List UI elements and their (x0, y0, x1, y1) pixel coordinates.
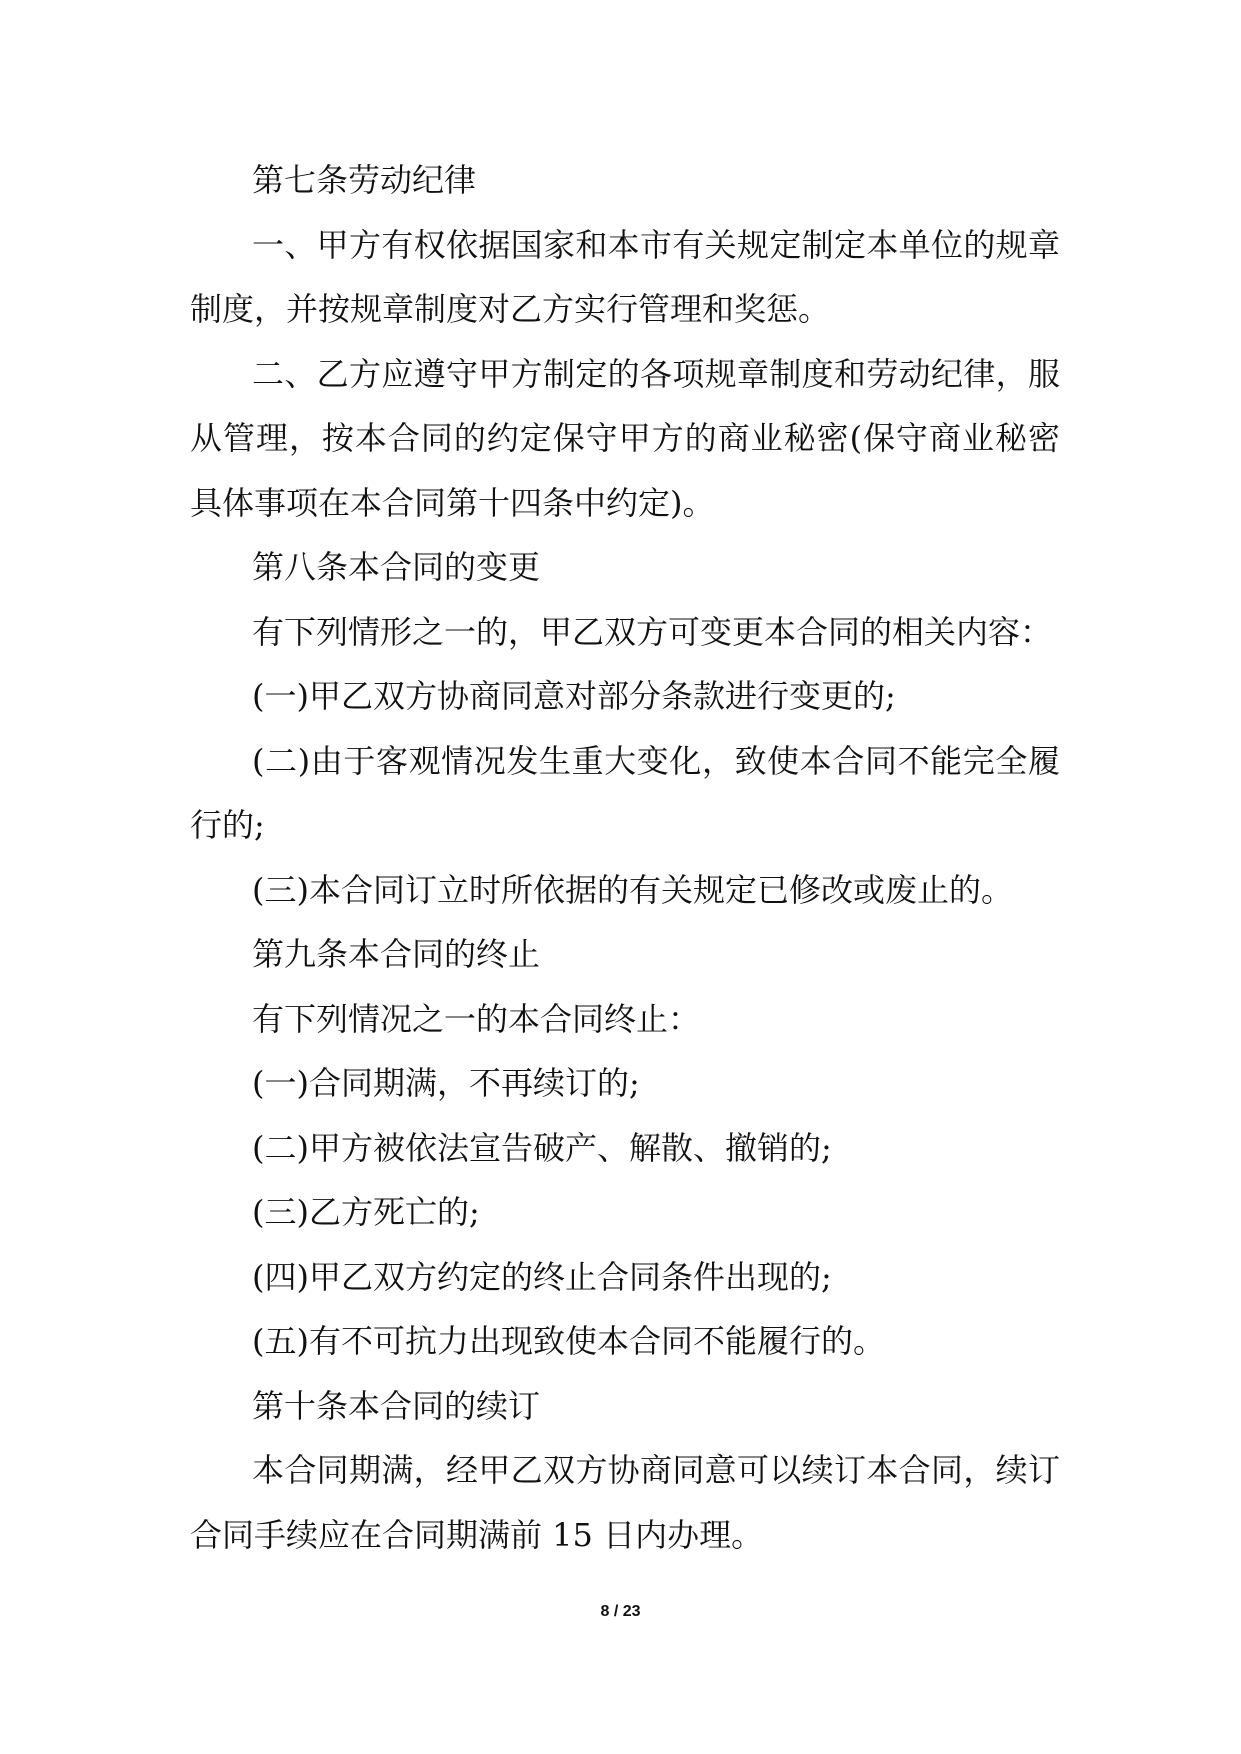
article-8-heading: 第八条本合同的变更 (252, 548, 541, 586)
article-7-clause-1: 一、甲方有权依据国家和本市有关规定制定本单位的规章制度，并按规章制度对乙方实行管理和奖惩。 (190, 225, 1060, 328)
page-number: 8 / 23 (600, 1603, 641, 1620)
article-8-intro: 有下列情形之一的，甲乙双方可变更本合同的相关内容： (252, 612, 1053, 651)
article-9-item-3: (三)乙方死亡的; (252, 1193, 480, 1231)
article-10-body: 本合同期满，经甲乙双方协商同意可以续订本合同，续订合同手续应在合同期满前 15 日内办理。 (190, 1451, 1060, 1554)
article-7-clause-2: 二、乙方应遵守甲方制定的各项规章制度和劳动纪律，服从管理，按本合同的约定保守甲方的商业秘密(保守商业秘密具体事项在本合同第十四条中约定)。 (190, 354, 1060, 522)
article-8-item-3: (三)本合同订立时所依据的有关规定已修改或废止的。 (252, 870, 1013, 909)
document-body (190, 148, 1060, 1567)
article-9-item-4: (四)甲乙双方约定的终止合同条件出现的; (252, 1257, 832, 1296)
article-7-heading: 第七条劳动纪律 (252, 161, 477, 199)
article-9-item-2: (二)甲方被依法宣告破产、解散、撤销的; (252, 1128, 832, 1167)
article-9-item-1: (一)合同期满，不再续订的; (252, 1064, 640, 1102)
article-8-item-1: (一)甲乙双方协商同意对部分条款进行变更的; (252, 677, 896, 715)
article-9-item-5: (五)有不可抗力出现致使本合同不能履行的。 (252, 1322, 885, 1360)
article-9-heading: 第九条本合同的终止 (252, 935, 541, 973)
article-9-intro: 有下列情况之一的本合同终止： (252, 999, 701, 1038)
article-10-heading: 第十条本合同的续订 (252, 1386, 541, 1425)
article-8-item-2: (二)由于客观情况发生重大变化，致使本合同不能完全履行的; (190, 741, 1060, 844)
